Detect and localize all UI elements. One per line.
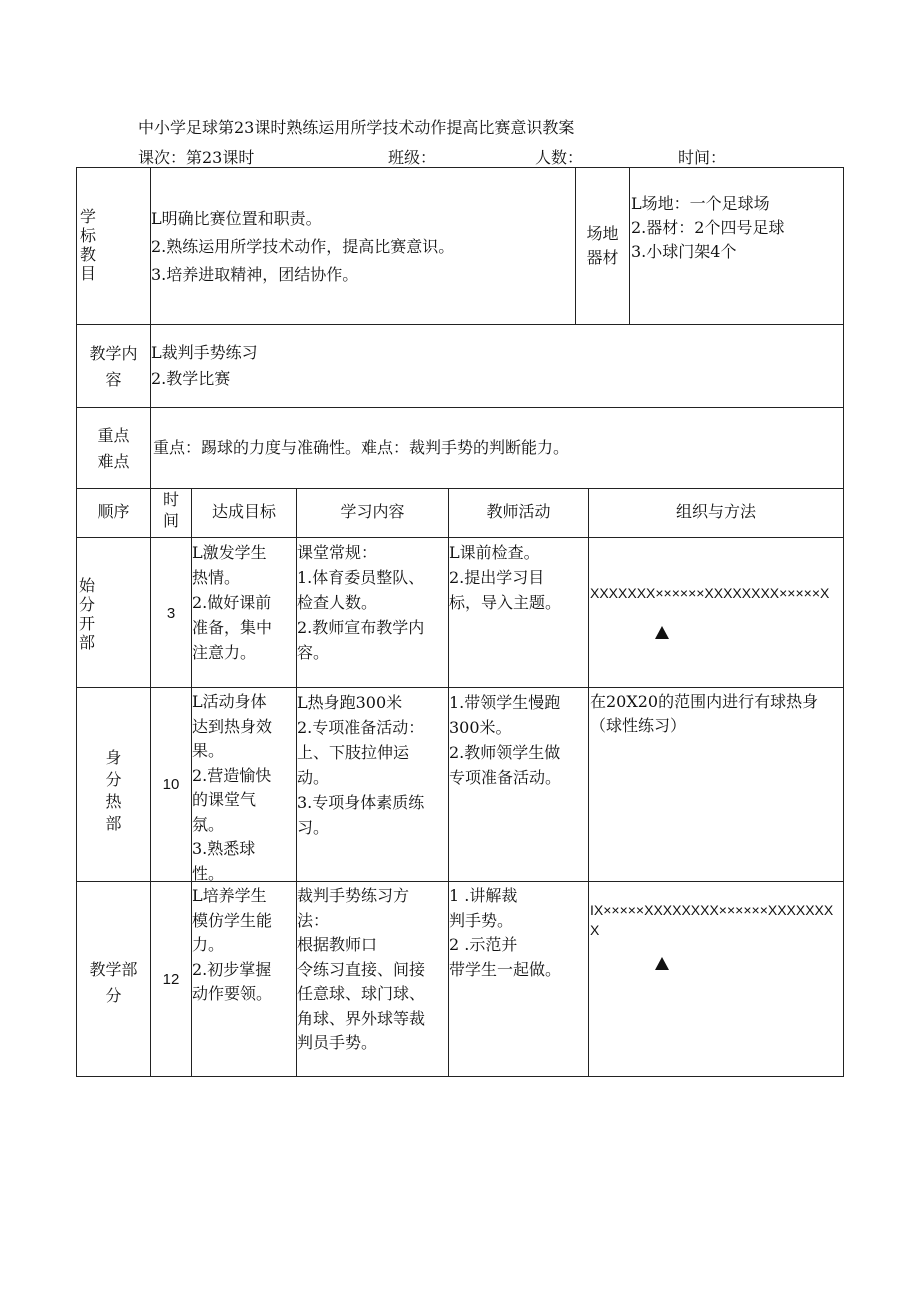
row-teacher: 1.带领学生慢跑 300米。 2.教师领学生做 专项准备活动。 [449, 693, 562, 787]
row-time: 12 [162, 971, 180, 988]
row-order: 始 分 开 部 [79, 576, 96, 652]
row-time: 3 [166, 605, 176, 622]
lesson-number: 课次：第23课时 [138, 148, 255, 167]
row-goal: L活动身体 达到热身效 果。 2.营造愉快 的课堂气 氛。 3.熟悉球 性。 [192, 692, 273, 883]
row-organization: 在20X20的范围内进行有球热身（球性练习） [590, 692, 819, 735]
teacher-position-triangle-icon [655, 957, 669, 970]
row-learning: 裁判手势练习方 法： 根据教师口 令练习直接、间接 任意球、球门球、 角球、界外球等裁 判员手势。 [297, 886, 426, 1052]
content-text: L裁判手势练习 2.教学比赛 [151, 343, 258, 388]
column-header-learning: 学习内容 [340, 502, 405, 521]
keypoints-label: 重点 难点 [97, 426, 130, 471]
column-header-order: 顺序 [97, 502, 130, 521]
column-header-time: 时 间 [162, 490, 179, 530]
keypoints-text: 重点：踢球的力度与准确性。难点：裁判手势的判断能力。 [153, 438, 570, 457]
student-count-label: 人数： [535, 148, 584, 167]
document-title: 中小学足球第23课时熟练运用所学技术动作提高比赛意识教案 [138, 118, 575, 137]
row-order: 教学部 分 [89, 960, 138, 1005]
row-organization: IX×××××XXXXXXXX××××××XXXXXXXX [590, 902, 834, 938]
column-header-teacher: 教师活动 [486, 502, 551, 521]
venue-label: 场地 器材 [586, 224, 619, 267]
row-learning: 课堂常规： 1.体育委员整队、 检查人数。 2.教师宣布教学内 容。 [297, 543, 425, 662]
row-goal: L激发学生 热情。 2.做好课前 准备，集中 注意力。 [192, 543, 273, 662]
row-goal: L培养学生 模仿学生能 力。 2.初步掌握 动作要领。 [192, 886, 273, 1003]
column-header-goal: 达成目标 [211, 502, 276, 521]
goals-label: 学 标 教 目 [79, 207, 96, 283]
row-organization: XXXXXXX××××××XXXXXXXX×××××X [590, 585, 830, 601]
column-header-organization: 组织与方法 [675, 502, 756, 521]
class-label: 班级： [388, 148, 437, 167]
teacher-position-triangle-icon [655, 626, 669, 639]
venue-content: L场地：一个足球场 2.器材：2个四号足球 3.小球门架4个 [631, 194, 785, 261]
row-order: 身 分 热 部 [105, 748, 122, 833]
row-learning: L热身跑300米 2.专项准备活动： 上、下肢拉伸运 动。 3.专项身体素质练 习。 [297, 693, 425, 837]
row-teacher: 1 .讲解裁 判手势。 2 .示范并 带学生一起做。 [449, 886, 562, 979]
content-label: 教学内 容 [89, 344, 138, 389]
row-teacher: L课前检查。 2.提出学习目 标，导入主题。 [449, 543, 562, 612]
row-time: 10 [162, 776, 180, 793]
time-label: 时间： [678, 148, 727, 167]
goals-content: L明确比赛位置和职责。 2.熟练运用所学技术动作，提高比赛意识。 3.培养进取精神，团结协作。 [151, 209, 455, 284]
